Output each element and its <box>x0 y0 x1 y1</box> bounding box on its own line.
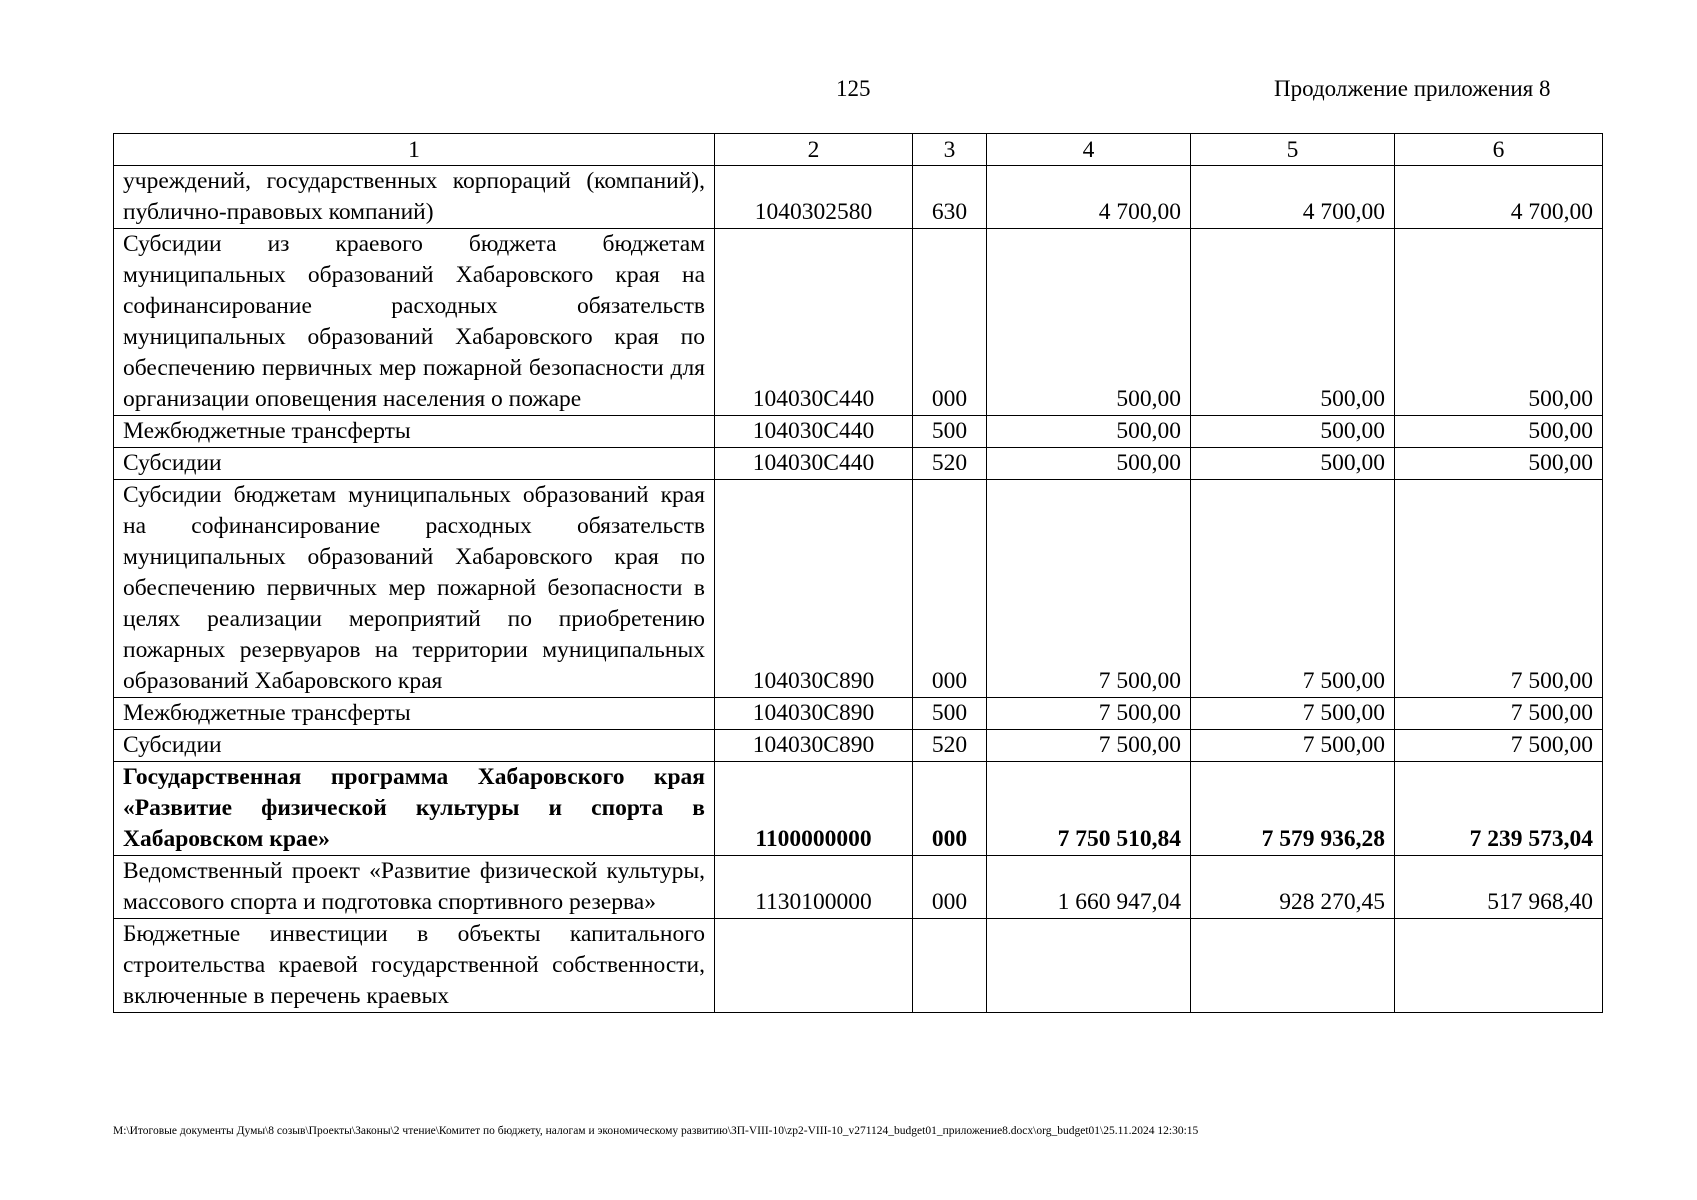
row-description: Субсидии <box>114 730 715 762</box>
table-row <box>114 166 1603 229</box>
amount-year-3: 517 968,40 <box>1395 856 1603 919</box>
expense-type-code: 520 <box>913 448 987 480</box>
target-article-code: 104030С890 <box>715 698 913 730</box>
table-row <box>114 730 1603 762</box>
amount-year-2: 7 500,00 <box>1191 480 1395 698</box>
expense-type-code: 630 <box>913 166 987 229</box>
amount-year-3: 7 500,00 <box>1395 698 1603 730</box>
row-description: Ведомственный проект «Развитие физической культуры, массового спорта и подготовка спортивного резерва» <box>114 856 715 919</box>
row-description: Бюджетные инвестиции в объекты капитального строительства краевой государственной собственности, включенные в перечень краевых <box>114 919 715 1013</box>
amount-year-1: 7 750 510,84 <box>987 762 1191 856</box>
appendix-continuation-label: Продолжение приложения 8 <box>1274 76 1551 101</box>
row-description: Межбюджетные трансферты <box>114 698 715 730</box>
amount-year-1: 500,00 <box>987 229 1191 416</box>
amount-year-1: 500,00 <box>987 448 1191 480</box>
target-article-code: 104030С440 <box>715 229 913 416</box>
row-description: Межбюджетные трансферты <box>114 416 715 448</box>
amount-year-2: 7 500,00 <box>1191 698 1395 730</box>
page-number: 125 <box>836 76 871 101</box>
row-description: Субсидии из краевого бюджета бюджетам муниципальных образований Хабаровского края на софинансирование расходных обязательств муниципальных образований Хабаровского края по обеспечению первичных мер пожарной безопасности для организации оповещения населения о пожаре <box>114 229 715 416</box>
amount-year-2 <box>1191 919 1395 1013</box>
target-article-code: 104030С890 <box>715 730 913 762</box>
column-header: 5 <box>1191 134 1395 166</box>
expense-type-code: 000 <box>913 229 987 416</box>
expense-type-code: 520 <box>913 730 987 762</box>
amount-year-1: 7 500,00 <box>987 730 1191 762</box>
amount-year-1: 500,00 <box>987 416 1191 448</box>
column-header: 1 <box>114 134 715 166</box>
column-header: 6 <box>1395 134 1603 166</box>
expense-type-code: 000 <box>913 480 987 698</box>
amount-year-2: 4 700,00 <box>1191 166 1395 229</box>
column-header: 4 <box>987 134 1191 166</box>
row-description: Субсидии бюджетам муниципальных образований края на софинансирование расходных обязательств муниципальных образований Хабаровского края по обеспечению первичных мер пожарной безопасности в целях реализации мероприятий по приобретению пожарных резервуаров на территории муниципальных образований Хабаровского края <box>114 480 715 698</box>
target-article-code: 104030С440 <box>715 416 913 448</box>
amount-year-3: 4 700,00 <box>1395 166 1603 229</box>
expense-type-code: 000 <box>913 856 987 919</box>
amount-year-2: 928 270,45 <box>1191 856 1395 919</box>
amount-year-3: 500,00 <box>1395 416 1603 448</box>
target-article-code <box>715 919 913 1013</box>
column-number-row <box>114 134 1603 166</box>
amount-year-1: 1 660 947,04 <box>987 856 1191 919</box>
column-header: 2 <box>715 134 913 166</box>
column-header: 3 <box>913 134 987 166</box>
table-row <box>114 448 1603 480</box>
table-row <box>114 919 1603 1013</box>
amount-year-2: 500,00 <box>1191 448 1395 480</box>
row-description: учреждений, государственных корпораций (компаний), публично-правовых компаний) <box>114 166 715 229</box>
amount-year-2: 7 579 936,28 <box>1191 762 1395 856</box>
amount-year-3 <box>1395 919 1603 1013</box>
expense-type-code: 500 <box>913 416 987 448</box>
table-row <box>114 698 1603 730</box>
row-description: Государственная программа Хабаровского края «Развитие физической культуры и спорта в Хабаровском крае» <box>114 762 715 856</box>
amount-year-3: 7 239 573,04 <box>1395 762 1603 856</box>
amount-year-2: 7 500,00 <box>1191 730 1395 762</box>
amount-year-1 <box>987 919 1191 1013</box>
amount-year-1: 4 700,00 <box>987 166 1191 229</box>
budget-table <box>113 133 1603 1013</box>
amount-year-3: 500,00 <box>1395 229 1603 416</box>
target-article-code: 104030С890 <box>715 480 913 698</box>
target-article-code: 1130100000 <box>715 856 913 919</box>
target-article-code: 104030С440 <box>715 448 913 480</box>
amount-year-3: 7 500,00 <box>1395 480 1603 698</box>
amount-year-2: 500,00 <box>1191 416 1395 448</box>
document-path-footer: M:\Итоговые документы Думы\8 созыв\Проекты\Законы\2 чтение\Комитет по бюджету, налогам и экономическому развитию\ЗП-VIII-10\zp2-VIII-10_v271124_budget01_приложение8.docx\org_budget01\25.11.2024 12:30:15 <box>113 1125 1199 1137</box>
table-row <box>114 856 1603 919</box>
target-article-code: 1100000000 <box>715 762 913 856</box>
table-row <box>114 416 1603 448</box>
target-article-code: 1040302580 <box>715 166 913 229</box>
amount-year-3: 7 500,00 <box>1395 730 1603 762</box>
expense-type-code <box>913 919 987 1013</box>
amount-year-1: 7 500,00 <box>987 698 1191 730</box>
table-row <box>114 762 1603 856</box>
expense-type-code: 500 <box>913 698 987 730</box>
amount-year-3: 500,00 <box>1395 448 1603 480</box>
amount-year-1: 7 500,00 <box>987 480 1191 698</box>
table-row <box>114 229 1603 416</box>
table-row <box>114 480 1603 698</box>
budget-table-body <box>114 134 1603 1013</box>
amount-year-2: 500,00 <box>1191 229 1395 416</box>
expense-type-code: 000 <box>913 762 987 856</box>
row-description: Субсидии <box>114 448 715 480</box>
